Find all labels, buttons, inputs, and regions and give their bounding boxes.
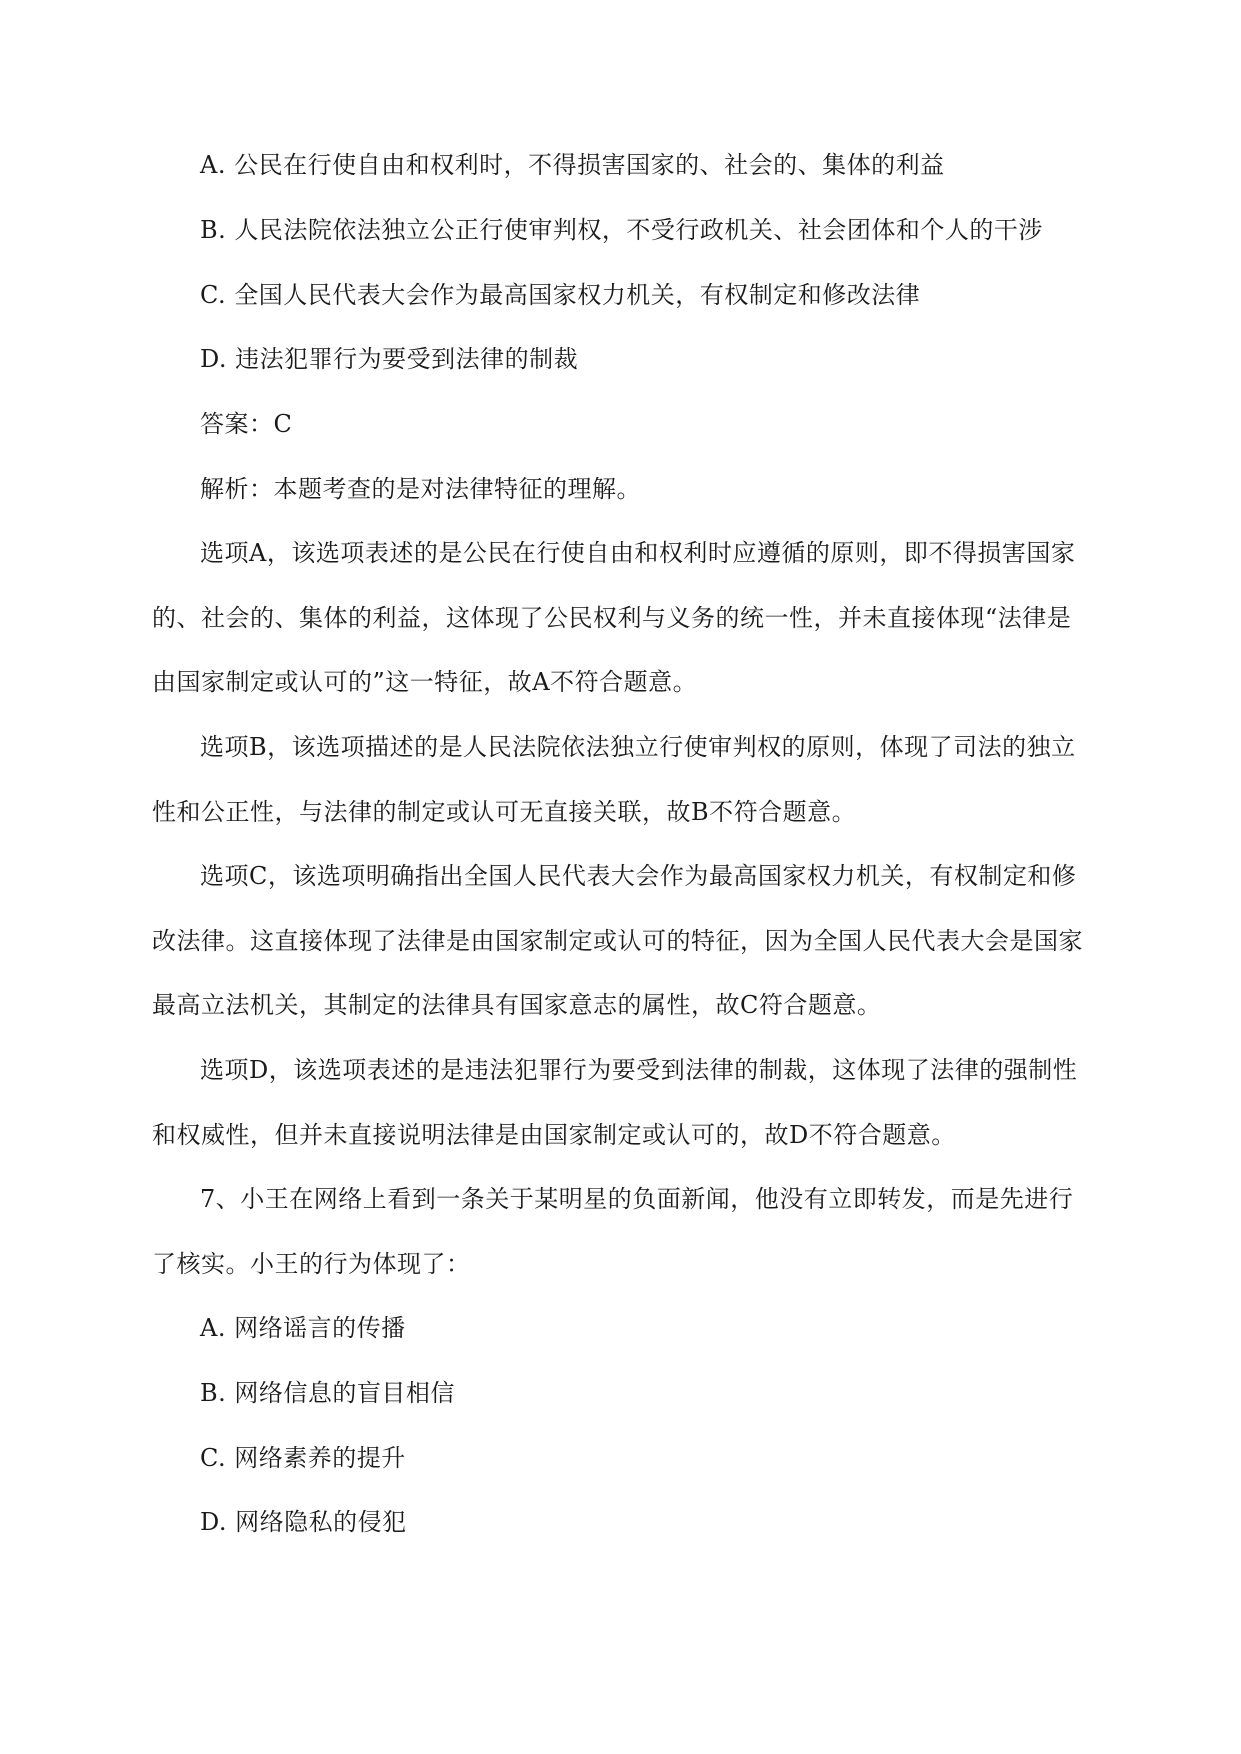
analysis-c-line-1: 选项C，该选项明确指出全国人民代表大会作为最高国家权力机关，有权制定和修: [200, 862, 1077, 890]
q6-analysis-intro: 解析：本题考查的是对法律特征的理解。: [200, 475, 641, 503]
q6-option-c: C. 全国人民代表大会作为最高国家权力机关，有权制定和修改法律: [200, 281, 921, 309]
analysis-a-line-2: 的、社会的、集体的利益，这体现了公民权利与义务的统一性，并未直接体现“法律是: [152, 604, 1072, 632]
q6-answer: 答案：C: [200, 410, 293, 438]
q7-option-d: D. 网络隐私的侵犯: [200, 1508, 407, 1536]
q6-option-d: D. 违法犯罪行为要受到法律的制裁: [200, 345, 579, 373]
analysis-a-line-1: 选项A，该选项表述的是公民在行使自由和权利时应遵循的原则，即不得损害国家: [200, 539, 1076, 567]
analysis-b-line-2: 性和公正性，与法律的制定或认可无直接关联，故B不符合题意。: [152, 798, 857, 826]
analysis-c-line-2: 改法律。这直接体现了法律是由国家制定或认可的特征，因为全国人民代表大会是国家: [152, 927, 1083, 955]
q7-option-c: C. 网络素养的提升: [200, 1444, 406, 1472]
q7-option-b: B. 网络信息的盲目相信: [200, 1379, 455, 1407]
q6-option-a: A. 公民在行使自由和权利时，不得损害国家的、社会的、集体的利益: [200, 151, 945, 179]
analysis-b-line-1: 选项B，该选项描述的是人民法院依法独立行使审判权的原则，体现了司法的独立: [200, 733, 1076, 761]
analysis-a-line-3: 由国家制定或认可的”这一特征，故A不符合题意。: [152, 668, 698, 696]
q7-stem-line-2: 了核实。小王的行为体现了：: [152, 1250, 471, 1278]
q7-stem-line-1: 7、小王在网络上看到一条关于某明星的负面新闻，他没有立即转发，而是先进行: [200, 1185, 1074, 1213]
q7-option-a: A. 网络谣言的传播: [200, 1314, 406, 1342]
q6-option-b: B. 人民法院依法独立公正行使审判权，不受行政机关、社会团体和个人的干涉: [200, 216, 1043, 244]
analysis-d-line-1: 选项D，该选项表述的是违法犯罪行为要受到法律的制裁，这体现了法律的强制性: [200, 1056, 1078, 1084]
analysis-c-line-3: 最高立法机关，其制定的法律具有国家意志的属性，故C符合题意。: [152, 991, 882, 1019]
analysis-d-line-2: 和权威性，但并未直接说明法律是由国家制定或认可的，故D不符合题意。: [152, 1121, 956, 1149]
